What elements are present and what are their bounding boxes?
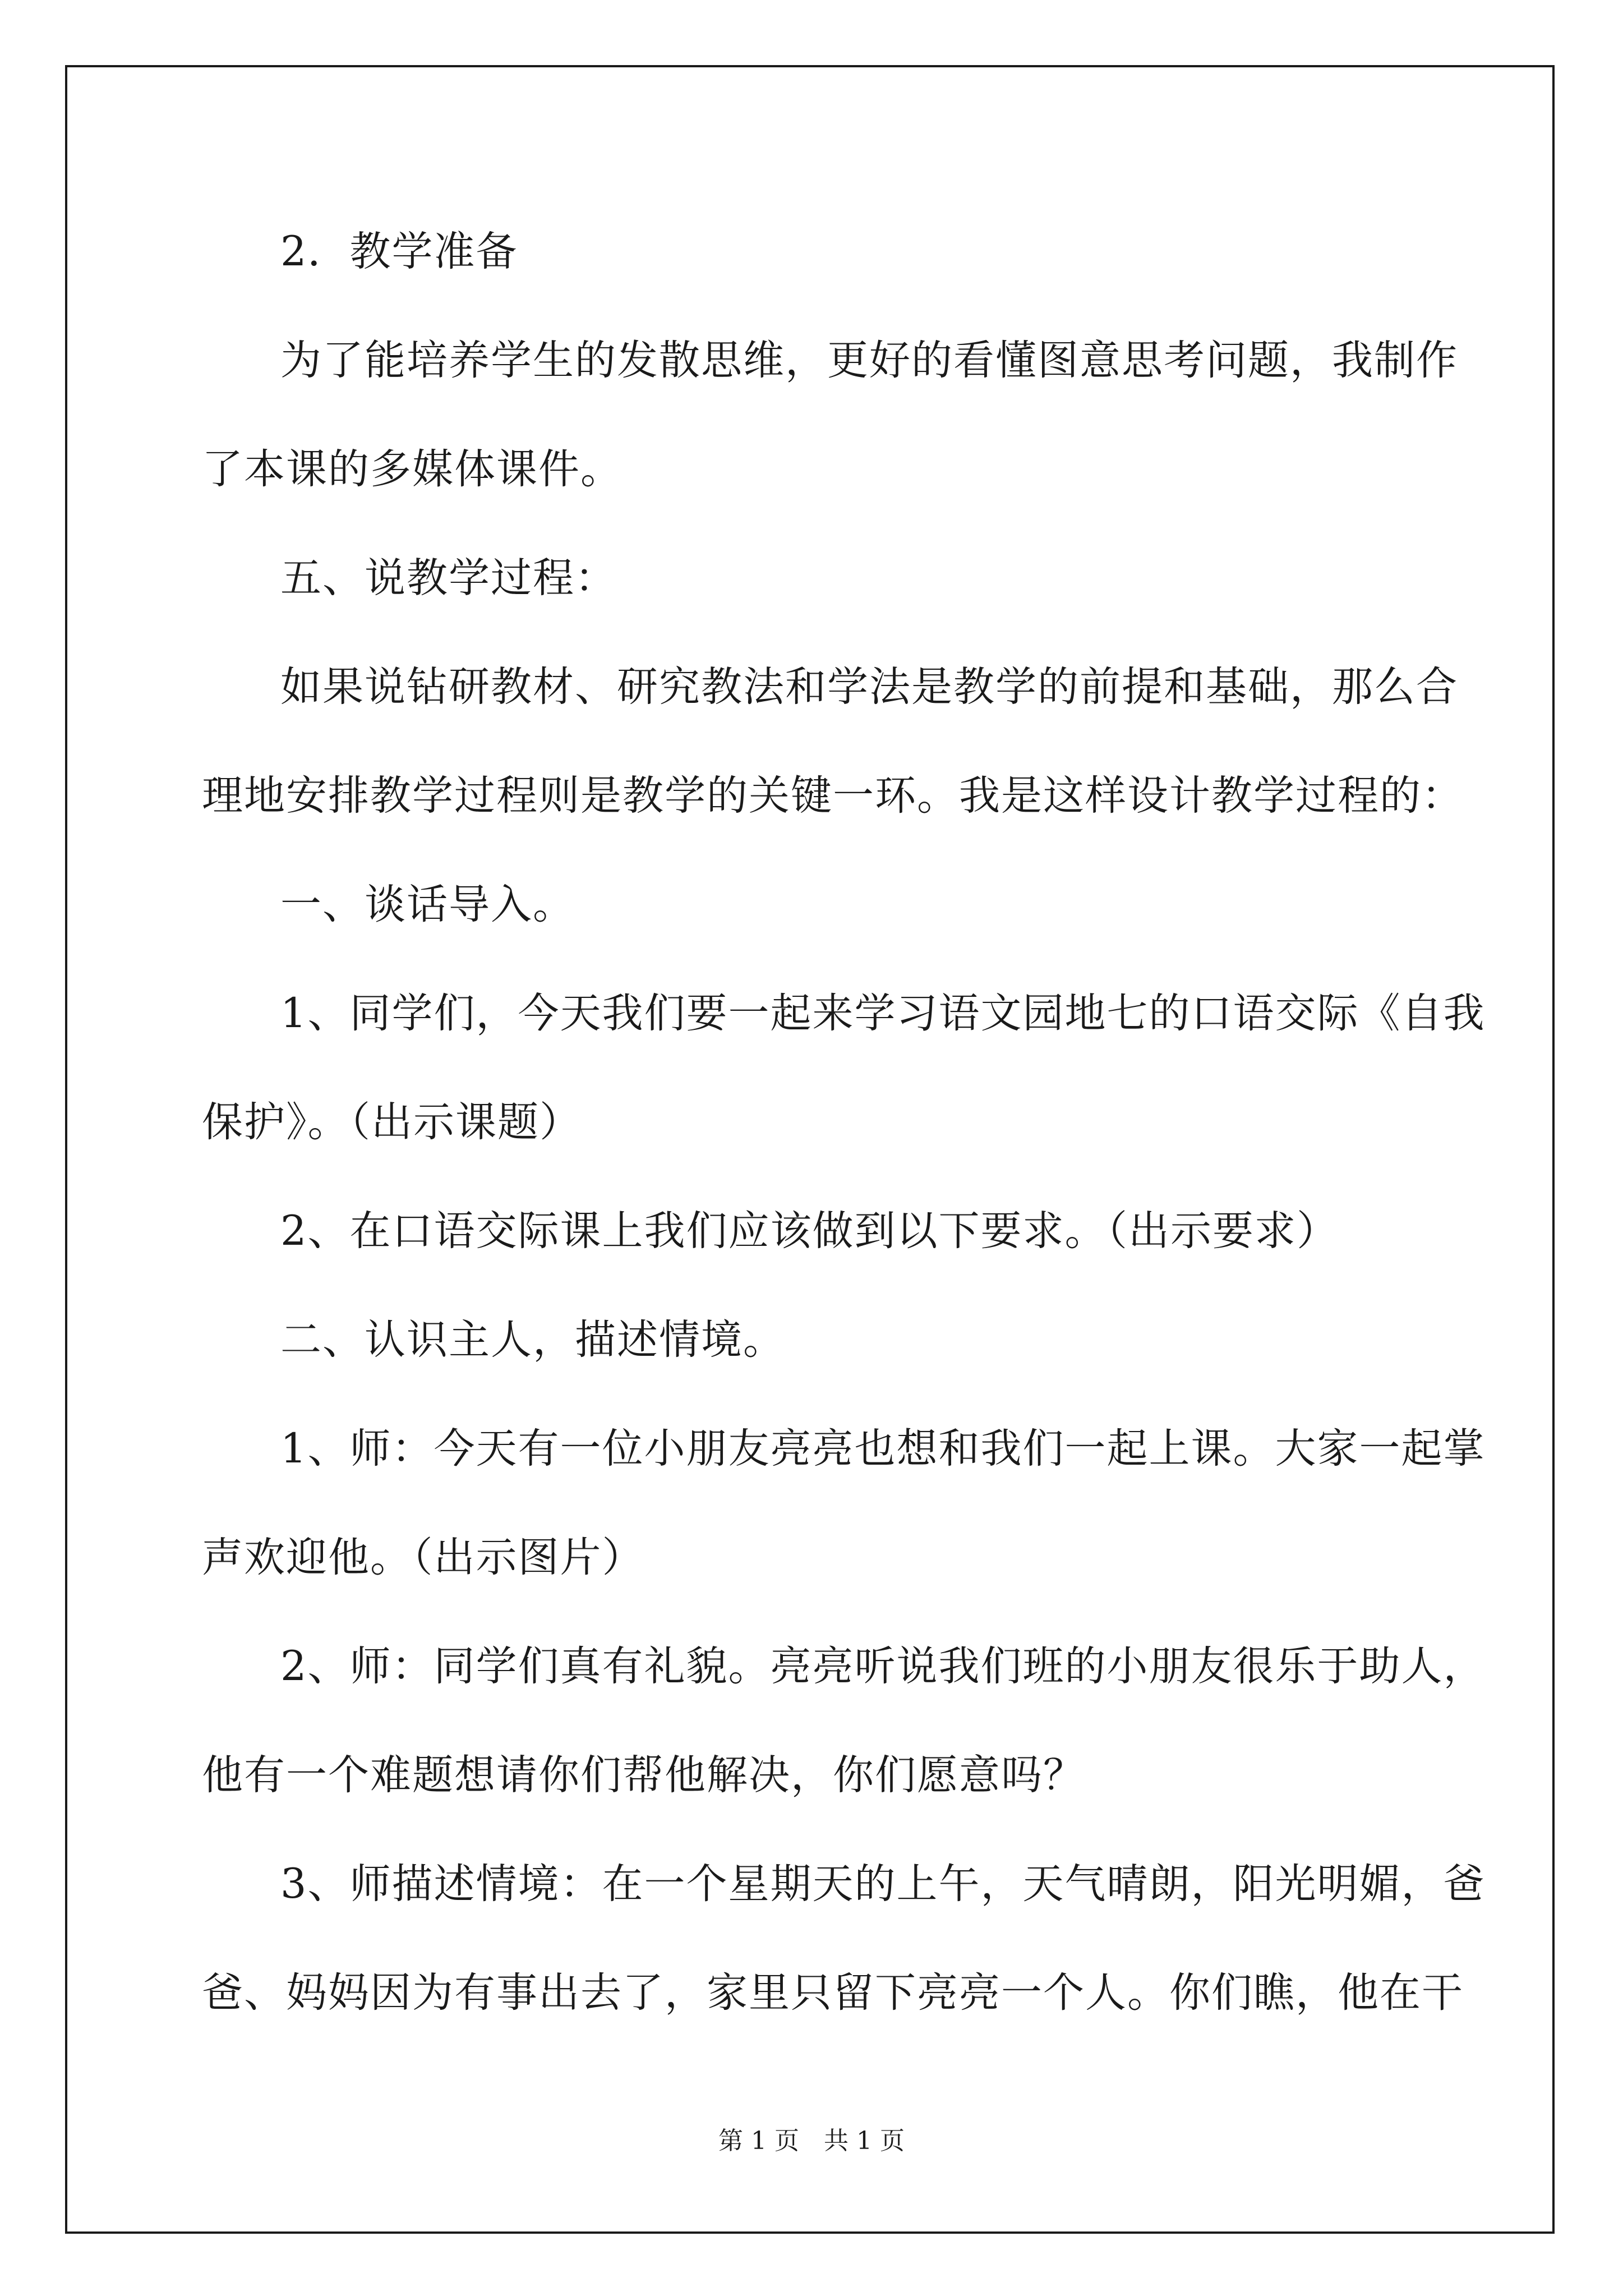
text-line: 二、认识主人，描述情境。 <box>280 1316 785 1364</box>
text-line: 他有一个难题想请你们帮他解决，你们愿意吗？ <box>202 1751 1085 1799</box>
text-line: 爸、妈妈因为有事出去了，家里只留下亮亮一个人。你们瞧，他在干 <box>202 1969 1464 2017</box>
page-number: 第 1 页 共 1 页 <box>718 2127 905 2155</box>
text-line: 为了能培养学生的发散思维，更好的看懂图意思考问题，我制作 <box>280 337 1458 384</box>
text-line: 3、师描述情境：在一个星期天的上午，天气晴朗，阳光明媚，爸 <box>280 1860 1486 1908</box>
text-line: 了本课的多媒体课件。 <box>202 445 623 493</box>
text-line: 1、同学们，今天我们要一起来学习语文园地七的口语交际《自我 <box>280 990 1486 1037</box>
text-line: 声欢迎他。（出示图片） <box>202 1534 644 1581</box>
text-line: 五、说教学过程： <box>280 554 617 602</box>
text-line: 2．教学准备 <box>280 228 518 275</box>
text-line: 2、在口语交际课上我们应该做到以下要求。（出示要求） <box>280 1207 1339 1255</box>
text-line: 保护》。（出示课题） <box>202 1098 582 1146</box>
text-line: 1、师：今天有一位小朋友亮亮也想和我们一起上课。大家一起掌 <box>280 1425 1486 1473</box>
text-line: 如果说钻研教材、研究教法和学法是教学的前提和基础，那么合 <box>280 663 1458 711</box>
text-line: 理地安排教学过程则是教学的关键一环。我是这样设计教学过程的： <box>202 772 1464 820</box>
text-line: 2、师：同学们真有礼貌。亮亮听说我们班的小朋友很乐于助人， <box>280 1642 1486 1690</box>
text-line: 一、谈话导入。 <box>280 881 575 928</box>
